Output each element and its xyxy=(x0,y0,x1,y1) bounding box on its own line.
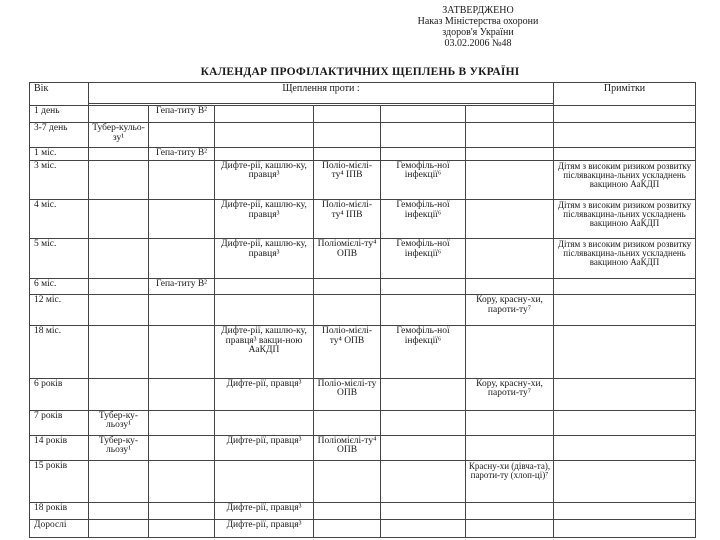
note-cell xyxy=(554,378,696,410)
hepb-cell: Гепа-титу В² xyxy=(149,148,215,161)
table-row xyxy=(30,326,696,379)
hepb-cell xyxy=(149,326,215,379)
hib-cell xyxy=(381,461,466,502)
hepb-cell: Гепа-титу В² xyxy=(149,105,215,123)
hepb-cell xyxy=(149,239,215,278)
tb-cell xyxy=(89,378,149,410)
tb-cell xyxy=(89,239,149,278)
polio-cell xyxy=(314,105,381,123)
age-cell: 1 міс. xyxy=(30,148,89,161)
note-cell xyxy=(554,105,696,123)
polio-cell: Поліомієлі-ту⁴ ОПВ xyxy=(314,239,381,278)
note-cell xyxy=(554,520,696,538)
note-cell xyxy=(554,278,696,295)
approval-stamp xyxy=(388,5,568,49)
mmr-cell xyxy=(466,105,554,123)
tb-cell xyxy=(89,326,149,379)
tb-cell xyxy=(89,295,149,326)
dtp-cell xyxy=(215,123,314,148)
age-cell: 14 років xyxy=(30,435,89,461)
approval-line-4: 03.02.2006 №48 xyxy=(444,38,512,49)
note-cell xyxy=(554,326,696,379)
note-cell xyxy=(554,295,696,326)
dtp-cell: Дифте-рії, правця³ xyxy=(215,435,314,461)
mmr-cell xyxy=(466,239,554,278)
table-row xyxy=(30,520,696,538)
hib-cell: Гемофіль-ної інфекції⁶ xyxy=(381,326,466,379)
mmr-cell xyxy=(466,200,554,239)
hib-cell xyxy=(381,278,466,295)
polio-cell: Поліо-мієлі-ту⁴ ОПВ xyxy=(314,326,381,379)
table-row xyxy=(30,461,696,502)
dtp-cell: Дифте-рії, кашлю-ку, правця³ xyxy=(215,160,314,199)
mmr-cell xyxy=(466,123,554,148)
polio-cell xyxy=(314,410,381,435)
polio-cell xyxy=(314,295,381,326)
polio-cell xyxy=(314,148,381,161)
note-cell: Дітям з високим ризиком розвитку післявакцина-льних ускладнень вакциною АаКДП xyxy=(554,200,696,239)
mmr-cell: Кору, красну-хи, пароти-ту⁷ xyxy=(466,295,554,326)
note-cell: Дітям з високим ризиком розвитку післявакцина-льних ускладнень вакциною АаКДП xyxy=(554,239,696,278)
mmr-cell xyxy=(466,278,554,295)
table-row xyxy=(30,435,696,461)
mmr-cell xyxy=(466,410,554,435)
note-cell xyxy=(554,435,696,461)
dtp-cell xyxy=(215,461,314,502)
hepb-cell xyxy=(149,378,215,410)
note-cell xyxy=(554,123,696,148)
hib-cell: Гемофіль-ної інфекції⁶ xyxy=(381,160,466,199)
mmr-cell xyxy=(466,435,554,461)
dtp-cell: Дифте-рії, правця³ xyxy=(215,378,314,410)
hib-cell: Гемофіль-ної інфекції⁶ xyxy=(381,239,466,278)
polio-cell: Поліо-мієлі-ту⁴ ІПВ xyxy=(314,160,381,199)
table-row xyxy=(30,148,696,161)
table-row xyxy=(30,378,696,410)
table-row xyxy=(30,160,696,199)
table-row xyxy=(30,410,696,435)
tb-cell: Тубер-кульо-зу¹ xyxy=(89,123,149,148)
age-cell: 15 років xyxy=(30,461,89,502)
tb-cell xyxy=(89,160,149,199)
table-row xyxy=(30,502,696,520)
header-vaccinations: Щеплення проти : xyxy=(89,83,554,104)
dtp-cell xyxy=(215,105,314,123)
hib-cell xyxy=(381,410,466,435)
polio-cell xyxy=(314,123,381,148)
age-cell: 4 міс. xyxy=(30,200,89,239)
polio-cell xyxy=(314,502,381,520)
tb-cell: Тубер-ку-льозу¹ xyxy=(89,410,149,435)
age-cell: 5 міс. xyxy=(30,239,89,278)
table-row xyxy=(30,278,696,295)
tb-cell xyxy=(89,461,149,502)
polio-cell xyxy=(314,461,381,502)
dtp-cell: Дифте-рії, кашлю-ку, правця³ вакци-ною АаКДП xyxy=(215,326,314,379)
mmr-cell: Красну-хи (дівча-та), пароти-ту (хлоп-ці)⁷ xyxy=(466,461,554,502)
hepb-cell xyxy=(149,123,215,148)
table-row xyxy=(30,105,696,123)
hepb-cell xyxy=(149,295,215,326)
hib-cell xyxy=(381,105,466,123)
dtp-cell xyxy=(215,278,314,295)
hib-cell xyxy=(381,123,466,148)
hib-cell xyxy=(381,520,466,538)
tb-cell: Тубер-ку-льозу¹ xyxy=(89,435,149,461)
note-cell: Дітям з високим ризиком розвитку післявакцина-льних ускладнень вакциною АаКДП xyxy=(554,160,696,199)
dtp-cell: Дифте-рії, правця³ xyxy=(215,520,314,538)
header-age: Вік xyxy=(30,83,89,106)
tb-cell xyxy=(89,520,149,538)
table-row xyxy=(30,200,696,239)
dtp-cell: Дифте-рії, кашлю-ку, правця³ xyxy=(215,200,314,239)
note-cell xyxy=(554,502,696,520)
age-cell: 12 міс. xyxy=(30,295,89,326)
polio-cell: Поліо-мієлі-ту ОПВ xyxy=(314,378,381,410)
dtp-cell: Дифте-рії, правця³ xyxy=(215,502,314,520)
note-cell xyxy=(554,461,696,502)
polio-cell: Поліомієлі-ту⁴ ОПВ xyxy=(314,435,381,461)
mmr-cell xyxy=(466,326,554,379)
dtp-cell xyxy=(215,148,314,161)
approval-line-2: Наказ Міністерства охорони xyxy=(417,16,539,27)
note-cell xyxy=(554,410,696,435)
table-row xyxy=(30,295,696,326)
hepb-cell xyxy=(149,520,215,538)
approval-line-3: здоров'я України xyxy=(442,27,514,38)
vaccination-calendar-table xyxy=(29,82,696,538)
hib-cell xyxy=(381,295,466,326)
polio-cell xyxy=(314,520,381,538)
table-row xyxy=(30,239,696,278)
mmr-cell xyxy=(466,502,554,520)
tb-cell xyxy=(89,200,149,239)
age-cell: 3-7 день xyxy=(30,123,89,148)
age-cell: 7 років xyxy=(30,410,89,435)
age-cell: 6 років xyxy=(30,378,89,410)
tb-cell xyxy=(89,502,149,520)
age-cell: 18 років xyxy=(30,502,89,520)
tb-cell xyxy=(89,105,149,123)
header-row xyxy=(30,83,696,104)
hepb-cell xyxy=(149,435,215,461)
hib-cell xyxy=(381,502,466,520)
dtp-cell xyxy=(215,295,314,326)
age-cell: 18 міс. xyxy=(30,326,89,379)
polio-cell xyxy=(314,278,381,295)
tb-cell xyxy=(89,148,149,161)
hib-cell xyxy=(381,378,466,410)
hepb-cell xyxy=(149,160,215,199)
hib-cell xyxy=(381,148,466,161)
document-title: КАЛЕНДАР ПРОФІЛАКТИЧНИХ ЩЕПЛЕНЬ В УКРАЇНІ xyxy=(200,66,520,78)
age-cell: 3 міс. xyxy=(30,160,89,199)
mmr-cell xyxy=(466,148,554,161)
hepb-cell: Гепа-титу В² xyxy=(149,278,215,295)
hepb-cell xyxy=(149,461,215,502)
mmr-cell xyxy=(466,160,554,199)
hepb-cell xyxy=(149,200,215,239)
dtp-cell xyxy=(215,410,314,435)
age-cell: 1 день xyxy=(30,105,89,123)
mmr-cell: Кору, красну-хи, пароти-ту⁷ xyxy=(466,378,554,410)
polio-cell: Поліо-мієлі-ту⁴ ІПВ xyxy=(314,200,381,239)
dtp-cell: Дифте-рії, кашлю-ку, правця³ xyxy=(215,239,314,278)
mmr-cell xyxy=(466,520,554,538)
note-cell xyxy=(554,148,696,161)
age-cell: 6 міс. xyxy=(30,278,89,295)
hepb-cell xyxy=(149,410,215,435)
hepb-cell xyxy=(149,502,215,520)
age-cell: Дорослі xyxy=(30,520,89,538)
table-row xyxy=(30,123,696,148)
hib-cell xyxy=(381,435,466,461)
header-notes: Примітки xyxy=(554,83,696,106)
hib-cell: Гемофіль-ної інфекції⁶ xyxy=(381,200,466,239)
tb-cell xyxy=(89,278,149,295)
approval-line-1: ЗАТВЕРДЖЕНО xyxy=(442,5,514,16)
